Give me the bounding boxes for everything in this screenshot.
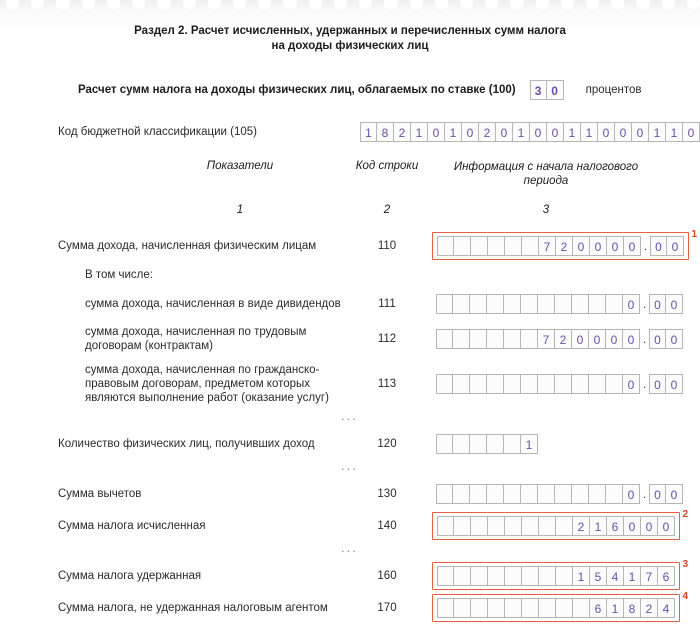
value-cell[interactable] [487,294,504,314]
value-cell[interactable]: 0 [649,294,666,314]
value-cell[interactable] [504,329,521,349]
form-subheading-label: В том числе: [85,269,153,281]
value-cell[interactable] [606,294,623,314]
value-cell[interactable] [470,484,487,504]
annotation-marker: 1 [691,229,697,240]
decimal-separator: . [642,487,647,501]
column-numbers [0,204,700,226]
kbk-cell[interactable]: 2 [479,122,496,142]
value-cell[interactable] [488,236,505,256]
form-row-field [432,326,687,352]
integer-part-cells[interactable] [436,484,640,504]
value-cell[interactable]: 0 [641,516,658,536]
value-cell[interactable] [487,329,504,349]
kbk-cell[interactable]: 1 [360,122,377,142]
value-cell[interactable] [606,484,623,504]
value-cell[interactable]: 0 [623,329,640,349]
decimal-separator: . [643,239,648,253]
form-rows [0,230,700,624]
value-cell[interactable] [589,374,606,394]
value-cell[interactable] [436,374,453,394]
value-cell[interactable] [505,598,522,618]
value-cell[interactable] [556,566,573,586]
annotation-marker: 2 [682,509,688,520]
kbk-cell[interactable]: 8 [377,122,394,142]
page-title-line-1: Раздел 2. Расчет исчисленных, удержанных и перечисленных сумм налога [134,25,566,37]
kbk-row [58,122,700,142]
value-cell[interactable] [436,484,453,504]
kbk-cell[interactable]: 0 [683,122,700,142]
value-cell[interactable]: 0 [666,329,683,349]
value-cell[interactable] [589,484,606,504]
tax-rate-suffix: процентов [585,84,642,96]
page-title [70,24,630,54]
value-cell[interactable]: 0 [623,484,640,504]
value-cell[interactable]: 0 [623,294,640,314]
value-cell[interactable]: 0 [649,329,666,349]
value-cell[interactable] [539,598,556,618]
form-row-field [432,431,542,457]
column-header-period-info: Информация с начала налогового периода [453,161,639,187]
tax-rate-cell[interactable]: 3 [530,80,547,100]
form-row-code: 140 [377,520,397,532]
form-row-code: 111 [378,298,396,310]
value-cell[interactable]: 0 [666,374,683,394]
value-cell[interactable]: 4 [658,598,675,618]
value-cell[interactable]: 1 [590,516,607,536]
value-cell[interactable]: 0 [624,236,641,256]
kbk-cell[interactable]: 0 [496,122,513,142]
value-cell[interactable] [521,294,538,314]
form-row-field [432,371,687,397]
value-cell[interactable] [471,236,488,256]
kbk-cell[interactable]: 0 [530,122,547,142]
value-cell[interactable] [556,516,573,536]
value-cell[interactable] [522,598,539,618]
value-cell[interactable] [454,236,471,256]
form-row-label: сумма дохода, начисленная по трудовым договорам (контрактам) [85,326,307,352]
column-header-indicators: Показатели [206,160,274,172]
column-number-1: 1 [236,204,244,216]
kbk-cell[interactable]: 1 [513,122,530,142]
value-cell[interactable]: 6 [590,598,607,618]
value-cell[interactable] [454,516,471,536]
value-cell[interactable]: 0 [666,484,683,504]
value-cell[interactable]: 1 [573,566,590,586]
kbk-cell[interactable]: 1 [445,122,462,142]
value-cell[interactable]: 0 [649,374,666,394]
value-cell[interactable] [505,516,522,536]
value-cell[interactable]: 0 [606,329,623,349]
value-cell[interactable]: 8 [624,598,641,618]
value-cell[interactable] [521,329,538,349]
kbk-cell[interactable]: 0 [632,122,649,142]
value-cell[interactable]: 4 [607,566,624,586]
row-separator-ellipsis: ... [341,540,358,555]
form-row-label: сумма дохода, начисленная по гражданско-правовым договорам, предметом которых являются выполнение работ (оказание услуг) [85,364,329,404]
value-cell[interactable]: 0 [589,329,606,349]
form-row-code: 110 [377,240,397,252]
column-number-2: 2 [383,204,391,216]
value-cell[interactable] [436,329,453,349]
value-cell[interactable]: 2 [641,598,658,618]
value-cell[interactable]: 1 [624,566,641,586]
kbk-cell[interactable]: 0 [598,122,615,142]
highlighted-value-field[interactable] [432,229,697,260]
form-row-code: 120 [377,438,397,450]
form-row-field [432,509,688,540]
form-row-label: Сумма вычетов [58,488,142,500]
value-cell[interactable] [454,566,471,586]
form-row [0,288,700,320]
value-cell[interactable] [555,294,572,314]
form-row [0,592,700,624]
value-cell[interactable]: 0 [623,374,640,394]
value-cell[interactable] [504,484,521,504]
kbk-cell[interactable]: 2 [394,122,411,142]
value-cell[interactable] [538,374,555,394]
value-cell[interactable] [589,294,606,314]
value-cell[interactable] [453,329,470,349]
decimal-separator: . [642,297,647,311]
value-cell[interactable] [453,294,470,314]
value-cell[interactable]: 0 [607,236,624,256]
value-cell[interactable] [453,484,470,504]
value-cell[interactable] [556,598,573,618]
value-cell[interactable]: 7 [641,566,658,586]
annotation-marker: 3 [682,559,688,570]
value-cell[interactable] [539,516,556,536]
form-row [0,428,700,460]
value-cell[interactable] [453,434,470,454]
value-cell[interactable] [453,374,470,394]
kbk-label: Код бюджетной классификации (105) [58,126,257,138]
integer-part-cells[interactable] [437,236,641,256]
value-cell[interactable] [572,484,589,504]
highlighted-value-field[interactable] [432,559,688,590]
value-cell[interactable] [488,598,505,618]
value-cell[interactable]: 0 [666,294,683,314]
value-cell[interactable] [573,598,590,618]
value-cell[interactable] [504,374,521,394]
value-cell[interactable] [471,566,488,586]
form-row [0,230,700,262]
form-row-field [432,481,687,507]
kbk-cell[interactable]: 1 [411,122,428,142]
form-row-field [432,291,687,317]
form-row-label: сумма дохода, начисленная в виде дивидендов [85,298,341,310]
value-cell[interactable] [572,294,589,314]
form-row-code: 113 [377,378,397,390]
value-cell[interactable]: 1 [521,434,538,454]
value-cell[interactable] [522,566,539,586]
value-cell[interactable] [470,434,487,454]
value-cell[interactable] [487,484,504,504]
column-headers [0,160,700,204]
kbk-cell[interactable]: 0 [615,122,632,142]
form-row-label: Сумма налога исчисленная [58,520,206,532]
value-cell[interactable]: 2 [556,236,573,256]
integer-part-cells[interactable] [437,598,675,618]
value-cell[interactable] [505,566,522,586]
integer-part-cells[interactable] [437,516,675,536]
tax-rate-cell[interactable]: 0 [547,80,564,100]
decimal-part-cells[interactable] [650,236,684,256]
value-cell[interactable] [470,294,487,314]
decimal-part-cells[interactable] [649,484,683,504]
value-cell[interactable]: 1 [607,598,624,618]
value-cell[interactable]: 0 [572,329,589,349]
decimal-separator: . [642,332,647,346]
form-row-code: 170 [377,602,397,614]
form-row-label: Количество физических лиц, получивших доход [58,438,315,450]
value-cell[interactable] [504,294,521,314]
page-title-line-2: на доходы физических лиц [271,40,429,52]
value-cell[interactable]: 7 [538,329,555,349]
value-cell[interactable] [488,566,505,586]
value-cell[interactable] [539,566,556,586]
form-row [0,510,700,542]
column-header-line-code: Код строки [355,160,419,172]
decimal-part-cells[interactable] [649,374,683,394]
kbk-cell[interactable]: 1 [581,122,598,142]
column-number-3: 3 [542,204,550,216]
form-row [0,478,700,510]
value-cell[interactable] [522,236,539,256]
form-row-field [432,559,688,590]
form-row-field [432,591,688,622]
value-field[interactable] [432,371,687,397]
value-cell[interactable]: 0 [649,484,666,504]
form-row-code: 130 [377,488,397,500]
row-separator-ellipsis: ... [341,458,358,473]
value-cell[interactable] [505,236,522,256]
value-cell[interactable] [487,374,504,394]
value-cell[interactable] [437,598,454,618]
integer-part-cells[interactable] [436,374,640,394]
value-cell[interactable] [436,294,453,314]
integer-part-cells[interactable] [436,294,640,314]
value-cell[interactable] [470,329,487,349]
kbk-cell[interactable]: 0 [428,122,445,142]
value-cell[interactable]: 5 [590,566,607,586]
row-separator-ellipsis: ... [341,408,358,423]
kbk-cell[interactable]: 1 [649,122,666,142]
value-cell[interactable] [471,598,488,618]
value-cell[interactable]: 7 [539,236,556,256]
value-cell[interactable]: 0 [590,236,607,256]
value-cell[interactable]: 0 [624,516,641,536]
value-cell[interactable]: 2 [555,329,572,349]
value-cell[interactable] [454,598,471,618]
form-subheading-row [0,262,700,288]
value-cell[interactable]: 0 [667,236,684,256]
kbk-cell[interactable]: 0 [547,122,564,142]
form-row [0,560,700,592]
value-cell[interactable] [436,434,453,454]
form-row [0,320,700,358]
decimal-separator: . [642,377,647,391]
value-cell[interactable] [488,516,505,536]
form-row-label: Сумма налога, не удержанная налоговым агентом [58,602,328,614]
value-cell[interactable] [437,236,454,256]
decimal-part-cells[interactable] [649,294,683,314]
kbk-cell[interactable]: 0 [462,122,479,142]
value-cell[interactable]: 0 [650,236,667,256]
form-row-code: 160 [377,570,397,582]
decimal-part-cells[interactable] [649,329,683,349]
value-field[interactable] [432,431,542,457]
value-cell[interactable] [521,374,538,394]
value-cell[interactable] [471,516,488,536]
value-cell[interactable]: 6 [607,516,624,536]
value-cell[interactable] [606,374,623,394]
form-row-label: Сумма налога удержанная [58,570,202,582]
highlighted-value-field[interactable] [432,591,688,622]
form-row-label: Сумма дохода, начисленная физическим лицам [58,240,317,252]
annotation-marker: 4 [682,591,688,602]
tax-rate-row [78,80,700,100]
value-field[interactable] [432,326,687,352]
value-cell[interactable]: 6 [658,566,675,586]
kbk-cell[interactable]: 1 [666,122,683,142]
integer-part-cells[interactable] [436,329,640,349]
value-field[interactable] [432,291,687,317]
form-row-field [432,229,697,260]
form-row [0,358,700,410]
tax-rate-field[interactable] [530,80,564,100]
value-cell[interactable] [437,516,454,536]
value-cell[interactable] [437,566,454,586]
value-cell[interactable] [504,434,521,454]
form-row-code: 112 [377,333,397,345]
value-field[interactable] [432,481,687,507]
integer-part-cells[interactable] [437,566,675,586]
value-cell[interactable] [487,434,504,454]
value-cell[interactable] [538,294,555,314]
value-cell[interactable]: 0 [658,516,675,536]
kbk-field[interactable] [360,122,700,142]
kbk-cell[interactable]: 1 [564,122,581,142]
value-cell[interactable]: 0 [573,236,590,256]
highlighted-value-field[interactable] [432,509,688,540]
integer-part-cells[interactable] [436,434,538,454]
tax-rate-label: Расчет сумм налога на доходы физических лиц, облагаемых по ставке (100) [78,84,516,96]
value-cell[interactable] [572,374,589,394]
value-cell[interactable]: 2 [573,516,590,536]
value-cell[interactable] [538,484,555,504]
value-cell[interactable] [521,484,538,504]
value-cell[interactable] [522,516,539,536]
value-cell[interactable] [555,374,572,394]
value-cell[interactable] [470,374,487,394]
value-cell[interactable] [555,484,572,504]
